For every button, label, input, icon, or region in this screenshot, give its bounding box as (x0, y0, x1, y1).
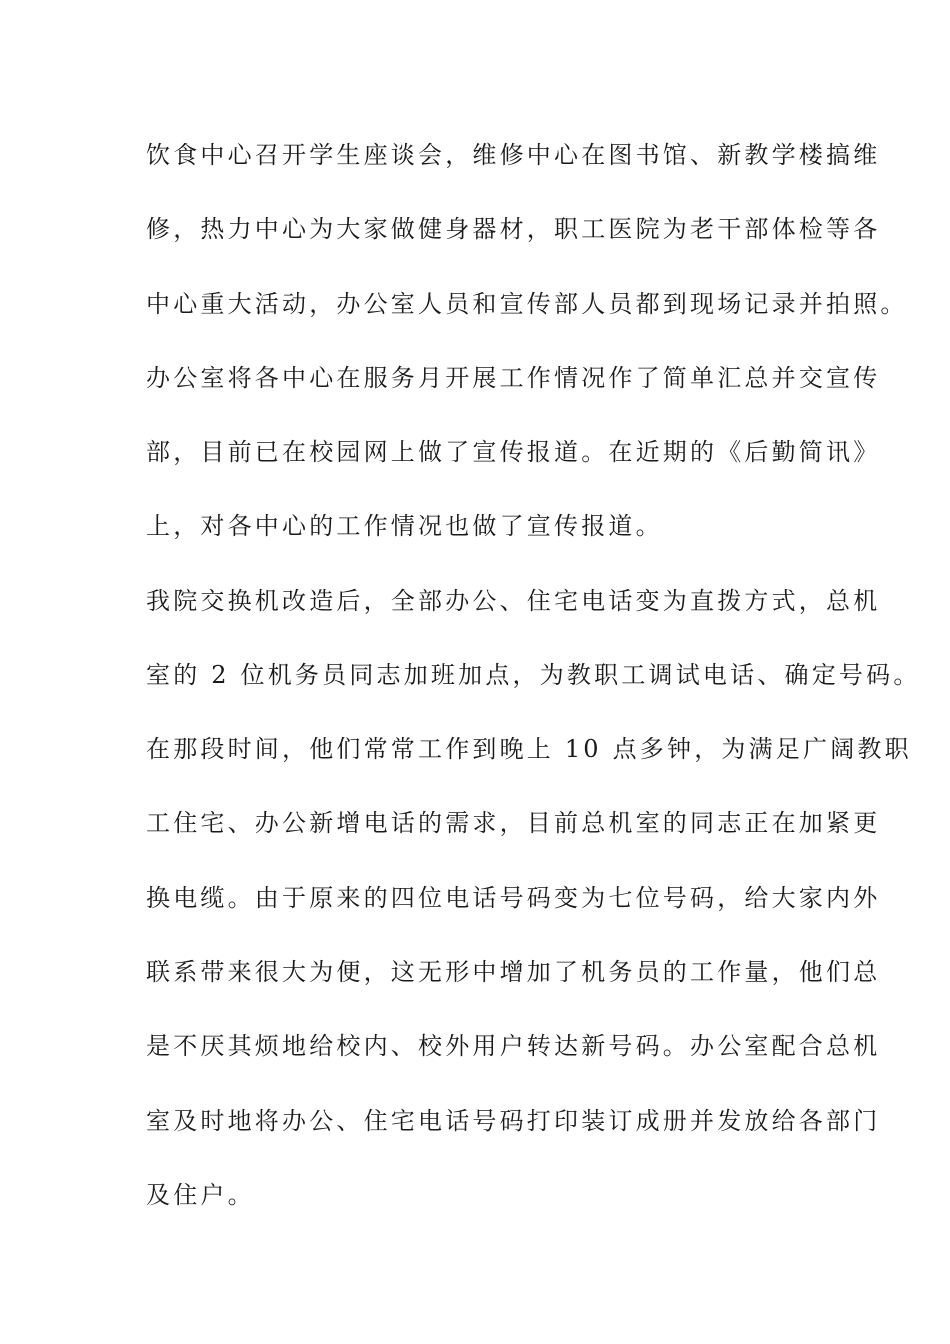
text-line: 中心重大活动，办公室人员和宣传部人员都到现场记录并拍照。 (146, 290, 908, 318)
text-line: 修，热力中心为大家做健身器材，职工医院为老干部体检等各 (146, 215, 881, 243)
text-line: 上，对各中心的工作情况也做了宣传报道。 (146, 512, 663, 540)
text-line: 室的 2 位机务员同志加班加点，为教职工调试电话、确定号码。 (146, 661, 921, 689)
text-line: 在那段时间，他们常常工作到晚上 10 点多钟，为满足广阔教职 (146, 735, 912, 763)
text-line: 换电缆。由于原来的四位电话号码变为七位号码，给大家内外 (146, 884, 881, 912)
text-line: 室及时地将办公、住宅电话号码打印装订成册并发放给各部门 (146, 1107, 881, 1135)
text-line: 及住户。 (146, 1181, 255, 1209)
text-line: 办公室将各中心在服务月开展工作情况作了简单汇总并交宣传 (146, 364, 881, 392)
text-line: 是不厌其烦地给校内、校外用户转达新号码。办公室配合总机 (146, 1032, 881, 1060)
text-line: 工住宅、办公新增电话的需求，目前总机室的同志正在加紧更 (146, 809, 881, 837)
text-line: 我院交换机改造后，全部办公、住宅电话变为直拨方式，总机 (146, 587, 881, 615)
text-line: 部，目前已在校园网上做了宣传报道。在近期的《后勤简讯》 (146, 438, 881, 466)
text-line: 联系带来很大为便，这无形中增加了机务员的工作量，他们总 (146, 958, 881, 986)
text-line: 饮食中心召开学生座谈会，维修中心在图书馆、新教学楼搞维 (146, 141, 881, 169)
